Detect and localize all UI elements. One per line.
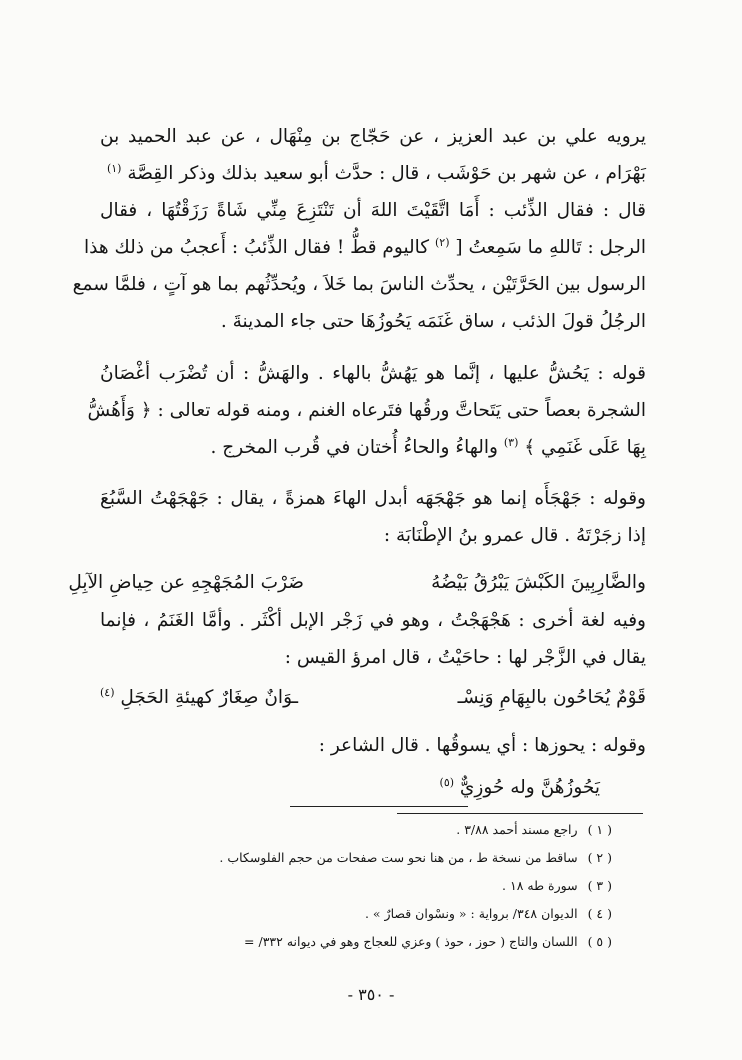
footnote-separator (397, 813, 643, 814)
text-line (100, 155, 646, 192)
footnote-ref-4: (٤) (100, 685, 115, 699)
text-segment: كاليوم قطُّ ! فقال الذِّئبُ : أَعجبُ من ذلك هذا (84, 237, 430, 258)
text-line (100, 429, 646, 466)
text-line: وفيه لغة أخرى : هَجْهَجْتُ ، وهو في زَجْر الإبل أكْثَر . وأمَّا الغَنَمُ ، فإنما (100, 610, 646, 631)
paragraph-hashsh (87, 355, 646, 466)
text-segment: ـوَانٌ صِغَارٌ كهيئةِ الحَجَلِ (120, 687, 299, 708)
footnote-text: اللسان والتاج ( حوز ، حوذ ) وعزي للعجاج وهو في ديوانه ٣٣٢/ = (244, 934, 578, 949)
footnote-number: ( ١ ) (587, 822, 612, 837)
footnote-text: الديوان ٣٤٨/ برواية : « ونسْوان قصارٌ » . (364, 906, 578, 921)
verse-underline (290, 806, 468, 807)
text-line: إذا زجَرْتَهُ . قال عمرو بنُ الإطْنَابَة : (383, 525, 646, 546)
page-number: - ٣٥٠ - (347, 985, 395, 1004)
text-line: يقال في الزَّجْر لها : حاحَيْتُ ، قال امرؤ القيس : (284, 647, 646, 668)
footnote-number: ( ٤ ) (587, 906, 612, 921)
paragraph-jahjaha (100, 480, 646, 554)
footnote-text: سورة طه ١٨ . (502, 878, 578, 893)
footnote-ref-2: (٢) (435, 235, 450, 249)
verse-first-hemistich: والضَّارِبِينَ الكَبْشَ يَبْرُقُ بَيْضُهُ (431, 572, 646, 593)
verse-second-hemistich (100, 680, 304, 716)
footnote-ref-5: (٥) (439, 775, 455, 789)
footnote-1 (52, 818, 612, 842)
footnote-text: راجع مسند أحمد ٣/٨٨ . (456, 822, 578, 837)
text-segment: والهاءُ والحاءُ أُختان في قُرب المخرج . (210, 437, 498, 458)
text-line: الشجرة بعصاً حتى يَتَحاتَّ ورقُها فتَرعاه الغنم ، ومنه قوله تعالى : ﴿ وَأَهُشُّ (87, 400, 646, 421)
paragraph-hadith (72, 118, 646, 340)
verse-poet (290, 770, 600, 806)
verse-amr (68, 565, 646, 601)
text-line: قال : فقال الذِّئب : أَمَا اتَّقَيْتَ اللهَ أن تَنْتَزِعَ مِنِّي شَاةً رَزَقْتُهَا ، فقال (100, 200, 646, 221)
footnote-number: ( ٣ ) (587, 878, 612, 893)
footnote-number: ( ٥ ) (587, 934, 612, 949)
text-line: قوله : يَحُشُّ عليها ، إنَّما هو يَهُشُّ بالهاء . والهَشُّ : أن تُضْرَب أغْصَانُ (100, 363, 646, 384)
text-segment: يَحُوزُهُنَّ وله حُوزِيٌّ (459, 777, 600, 798)
verse-text (290, 770, 600, 806)
text-line: يرويه علي بن عبد العزيز ، عن حَجّاج بن مِنْهَال ، عن عبد الحميد بن (100, 126, 646, 147)
footnote-number: ( ٢ ) (587, 850, 612, 865)
text-segment: الرجل : تَاللهِ ما سَمِعتُ [ (455, 237, 646, 258)
footnote-5 (52, 930, 612, 954)
footnote-4 (52, 902, 612, 926)
text-segment: بَهْرَام ، عن شهر بن حَوْشَب ، قال : حدَّث أبو سعيد بذلك وذكر القِصَّة (127, 163, 646, 184)
text-line: الرسول بين الحَرَّتَيْن ، يحدِّث الناسَ بما خَلاَ ، ويُحدِّثُهم بما هو آتٍ ، فلمَّا سمع (72, 274, 646, 295)
footnote-text: ساقط من نسخة ط ، من هنا نحو ست صفحات من حجم الفلوسكاب . (219, 850, 578, 865)
footnote-3 (52, 874, 612, 898)
verse-first-hemistich: قَوْمٌ يُحَاحُون بالبِهَامِ وَنِسْـ (457, 687, 646, 708)
verse-second-hemistich: ضَرْبَ المُجَهْجِهِ عن حِياضِ الآبِلِ (68, 572, 304, 593)
quran-quote: بِهَا عَلَى غَنَمِي ﴾ (524, 437, 646, 458)
paragraph-yahuzuha (216, 727, 646, 764)
footnote-ref-1: (١) (106, 161, 122, 175)
text-line: وقوله : يحوزها : أي يسوقُها . قال الشاعر : (318, 735, 646, 756)
verse-imru-alqays (100, 680, 646, 716)
footnote-ref-3: (٣) (503, 435, 519, 449)
text-line (84, 229, 646, 266)
text-line: الرجُلُ قولَ الذئب ، ساق غَنَمَه يَحُوزُهَا حتى جاء المدينةَ . (220, 311, 646, 332)
text-line: وقوله : جَهْجَأَه إنما هو جَهْجَهَه أبدل الهاءَ همزةً ، يقال : جَهْجَهْتُ السَّبُعَ (100, 488, 646, 509)
footnote-2 (52, 846, 612, 870)
paragraph-hahaytu (100, 602, 646, 676)
